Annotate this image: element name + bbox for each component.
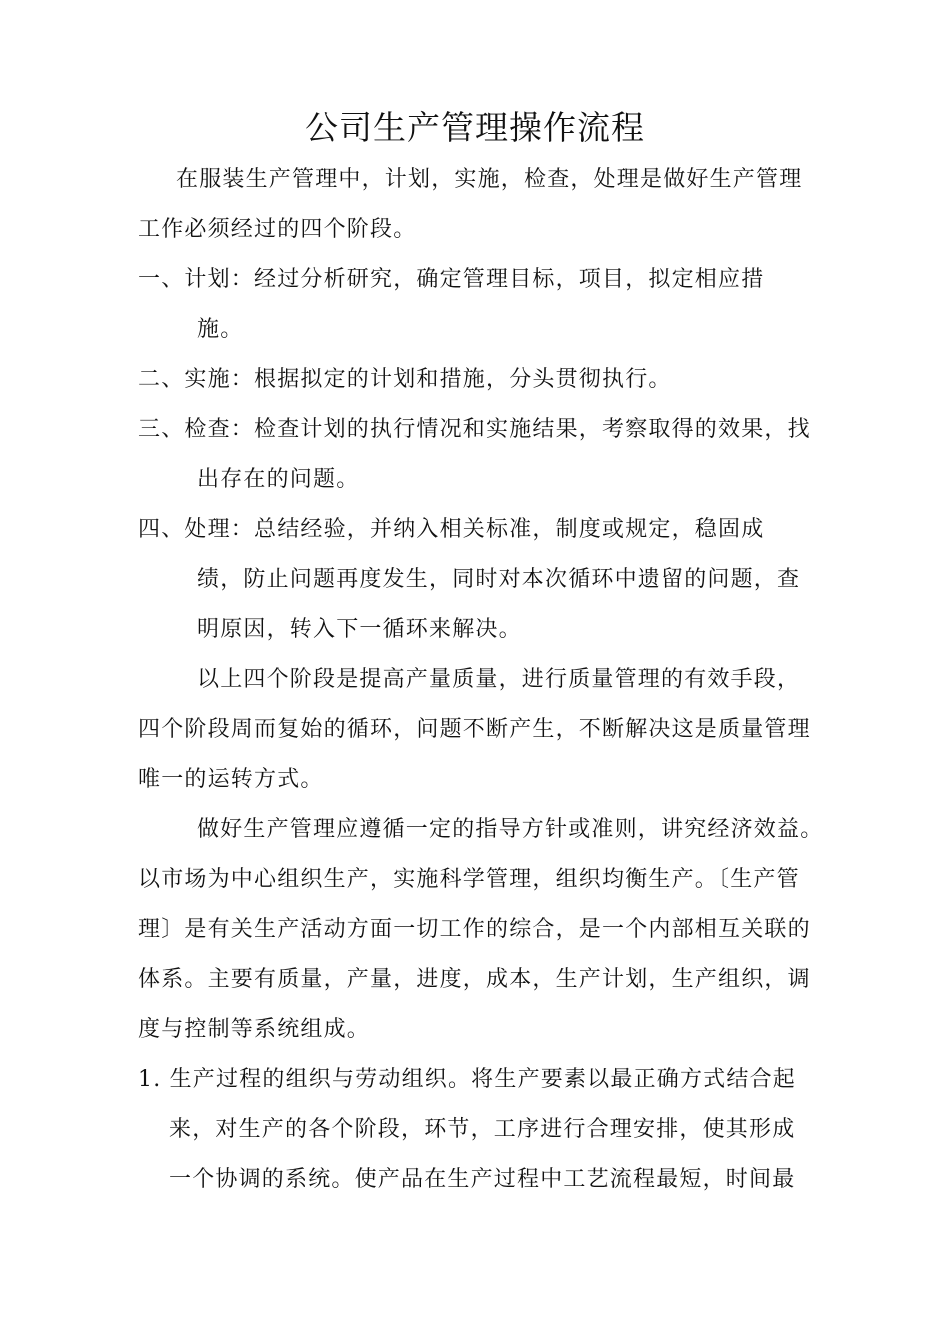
document-title: 公司生产管理操作流程: [305, 108, 645, 147]
list-item-plan-cont: 施。: [197, 317, 244, 342]
paragraph-line: 工作必须经过的四个阶段。: [138, 217, 417, 242]
list-item-implement: 二、实施：根据拟定的计划和措施，分头贯彻执行。: [138, 367, 672, 392]
paragraph-line: 体系。主要有质量，产量，进度，成本，生产计划，生产组织，调: [138, 967, 811, 992]
list-item-check: 三、检查：检查计划的执行情况和实施结果，考察取得的效果，找: [138, 417, 811, 442]
paragraph-line: 唯一的运转方式。: [138, 767, 324, 792]
paragraph-line: 四个阶段周而复始的循环，问题不断产生，不断解决这是质量管理: [138, 717, 811, 742]
paragraph-line: 度与控制等系统组成。: [138, 1017, 371, 1042]
paragraph-line: 做好生产管理应遵循一定的指导方针或准则，讲究经济效益。: [197, 817, 824, 842]
list-item-handle-cont: 明原因，转入下一循环来解决。: [197, 617, 522, 642]
list-item-plan: 一、计划：经过分析研究，确定管理目标，项目，拟定相应措: [138, 267, 765, 292]
paragraph-line: 以市场为中心组织生产，实施科学管理，组织均衡生产。〔生产管: [138, 867, 800, 892]
numbered-item-1-cont: 来，对生产的各个阶段，环节，工序进行合理安排，使其形成: [169, 1117, 796, 1142]
paragraph-line: 在服装生产管理中，计划，实施，检查，处理是做好生产管理: [176, 167, 803, 192]
list-item-handle-cont: 绩，防止问题再度发生，同时对本次循环中遗留的问题，查: [197, 567, 801, 592]
list-item-handle: 四、处理：总结经验，并纳入相关标准，制度或规定，稳固成: [138, 517, 765, 542]
list-item-check-cont: 出存在的问题。: [197, 467, 360, 492]
paragraph-line: 以上四个阶段是提高产量质量，进行质量管理的有效手段，: [197, 667, 801, 692]
numbered-item-1: 1. 生产过程的组织与劳动组织。将生产要素以最正确方式结合起: [138, 1067, 796, 1092]
paragraph-line: 理〕是有关生产活动方面一切工作的综合，是一个内部相互关联的: [138, 917, 811, 942]
numbered-item-1-cont: 一个协调的系统。使产品在生产过程中工艺流程最短，时间最: [169, 1167, 796, 1192]
